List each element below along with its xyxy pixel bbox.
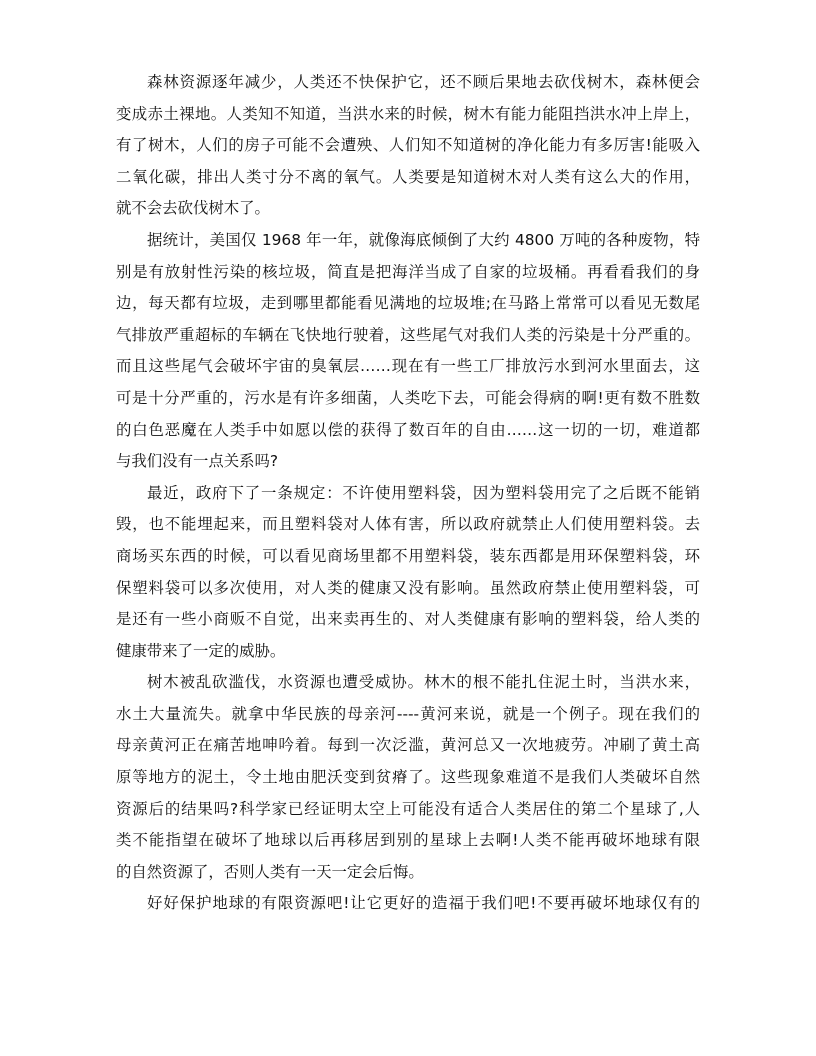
text-line: 好好保护地球的有限资源吧!让它更好的造福于我们吧!不要再破坏地球仅有的 (147, 894, 700, 913)
text-line: 气排放严重超标的车辆在飞快地行驶着，这些尾气对我们人类的污染是十分严重的。 (116, 325, 700, 344)
text-line: 别是有放射性污染的核垃圾，简直是把海洋当成了自家的垃圾桶。再看看我们的身 (116, 262, 700, 281)
text-line: 水土大量流失。就拿中华民族的母亲河----黄河来说，就是一个例子。现在我们的 (116, 704, 700, 723)
text-line: 类不能指望在破坏了地球以后再移居到别的星球上去啊!人类不能再破坏地球有限 (116, 831, 700, 850)
text-line: 二氧化碳，排出人类寸分不离的氧气。人类要是知道树木对人类有这么大的作用， (116, 167, 700, 186)
paragraph (116, 667, 700, 888)
paragraph (116, 225, 700, 478)
text-line: 原等地方的泥土，令土地由肥沃变到贫瘠了。这些现象难道不是我们人类破坏自然 (116, 768, 700, 787)
text-line: 资源后的结果吗?科学家已经证明太空上可能没有适合人类居住的第二个星球了,人 (116, 799, 700, 818)
paragraph (116, 478, 700, 668)
text-line: 商场买东西的时候，可以看见商场里都不用塑料袋，装东西都是用环保塑料袋，环 (116, 546, 700, 565)
text-line: 而且这些尾气会破坏宇宙的臭氧层……现在有一些工厂排放污水到河水里面去，这 (116, 357, 700, 376)
text-line: 可是十分严重的，污水是有许多细菌，人类吃下去，可能会得病的啊!更有数不胜数 (116, 388, 700, 407)
paragraph (116, 67, 700, 225)
text-line: 毁，也不能埋起来，而且塑料袋对人体有害，所以政府就禁止人们使用塑料袋。去 (116, 515, 700, 534)
text-line: 母亲黄河正在痛苦地呻吟着。每到一次泛滥，黄河总又一次地疲劳。冲刷了黄土高 (116, 736, 700, 755)
text-line: 森林资源逐年减少，人类还不快保护它，还不顾后果地去砍伐树木，森林便会 (147, 73, 700, 91)
text-line: 的白色恶魔在人类手中如愿以偿的获得了数百年的自由……这一切的一切，难道都 (116, 420, 700, 439)
text-line: 有了树木，人们的房子可能不会遭殃、人们知不知道树的净化能力有多厉害!能吸入 (116, 136, 700, 155)
text-line: 就不会去砍伐树木了。 (116, 199, 270, 218)
paragraph (116, 888, 700, 920)
text-line: 是还有一些小商贩不自觉，出来卖再生的、对人类健康有影响的塑料袋，给人类的 (116, 610, 700, 629)
text-line: 保塑料袋可以多次使用，对人类的健康又没有影响。虽然政府禁止使用塑料袋，可 (116, 578, 700, 597)
document-body (116, 67, 700, 920)
text-line: 变成赤土裸地。人类知不知道，当洪水来的时候，树木有能力能阻挡洪水冲上岸上， (116, 104, 700, 123)
text-line: 据统计，美国仅 1968 年一年，就像海底倾倒了大约 4800 万吨的各种废物，特 (147, 230, 700, 249)
text-line: 树木被乱砍滥伐，水资源也遭受威协。林木的根不能扎住泥土时，当洪水来， (147, 673, 700, 692)
text-line: 的自然资源了，否则人类有一天一定会后悔。 (116, 862, 424, 881)
text-line: 与我们没有一点关系吗? (116, 452, 279, 471)
text-line: 最近，政府下了一条规定：不许使用塑料袋，因为塑料袋用完了之后既不能销 (147, 483, 700, 502)
text-line: 边，每天都有垃圾，走到哪里都能看见满地的垃圾堆;在马路上常常可以看见无数尾 (116, 294, 700, 313)
text-line: 健康带来了一定的威胁。 (116, 641, 286, 660)
